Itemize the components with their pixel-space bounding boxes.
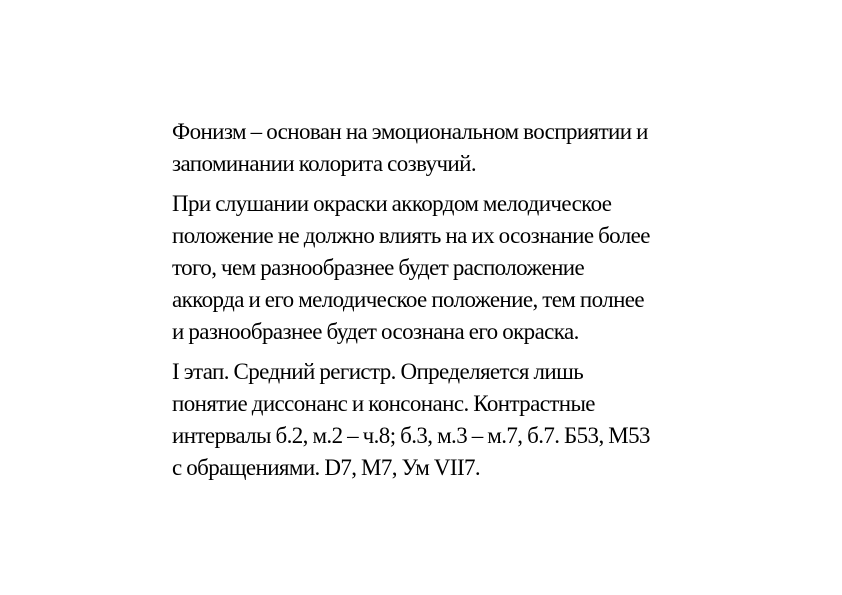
text-line: понятие диссонанс и консонанс. Контрастные bbox=[172, 391, 595, 416]
text-line: с обращениями. D7, M7, Ум VII7. bbox=[172, 455, 481, 480]
text-line: аккорда и его мелодическое положение, тем полнее bbox=[172, 287, 645, 312]
text-line: того, чем разнообразнее будет расположение bbox=[172, 255, 585, 280]
text-line: Фонизм – основан на эмоциональном восприятии и bbox=[172, 119, 648, 144]
text-block bbox=[172, 116, 732, 492]
paragraph-chord-listening bbox=[172, 188, 732, 348]
text-line: запоминании колорита созвучий. bbox=[172, 151, 476, 176]
text-line: I этап. Средний регистр. Определяется лишь bbox=[172, 359, 584, 384]
paragraph-phonism-definition bbox=[172, 116, 732, 180]
text-line: При слушании окраски аккордом мелодическое bbox=[172, 191, 612, 216]
paragraph-stage-one bbox=[172, 356, 732, 484]
text-line: и разнообразнее будет осознана его окраска. bbox=[172, 319, 579, 344]
text-line: интервалы б.2, м.2 – ч.8; б.3, м.3 – м.7, б.7. Б53, М53 bbox=[172, 423, 650, 448]
text-line: положение не должно влиять на их осознание более bbox=[172, 223, 650, 248]
